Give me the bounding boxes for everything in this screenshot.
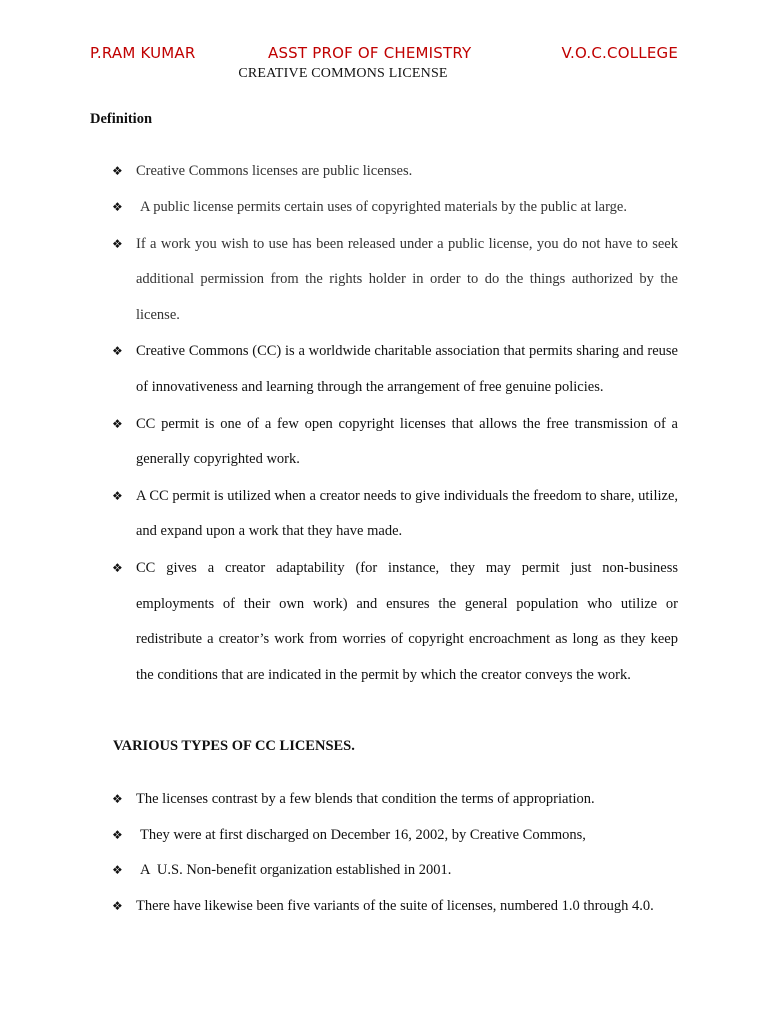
diamond-bullet-icon: ❖ — [112, 200, 123, 215]
diamond-bullet-icon: ❖ — [112, 344, 123, 359]
list-item — [112, 154, 678, 190]
definition-heading: Definition — [90, 111, 153, 127]
list-item-text: A CC permit is utilized when a creator needs to give individuals the freedom to share, utilize, and expand upon a work that they have made. — [136, 487, 678, 540]
diamond-bullet-icon: ❖ — [112, 488, 123, 503]
list-item-text: The licenses contrast by a few blends that condition the terms of appropriation. — [136, 791, 595, 807]
diamond-bullet-icon: ❖ — [112, 560, 123, 575]
diamond-bullet-icon: ❖ — [112, 827, 123, 842]
list-item-text: CC gives a creator adaptability (for instance, they may permit just non-business employments of their own work) and ensures the general population who utilize or redistribute a creator’s work from worries of copyright encroachment as long as they keep the conditions that are indicated in the permit by which the creator conveys the work. — [136, 559, 678, 684]
list-item — [112, 551, 678, 694]
diamond-bullet-icon: ❖ — [112, 792, 123, 806]
list-item-text: A U.S. Non-benefit organization established in 2001. — [140, 862, 452, 878]
diamond-bullet-icon: ❖ — [112, 164, 123, 178]
list-item-text: CC permit is one of a few open copyright licenses that allows the free transmission of a generally copyrighted work. — [136, 415, 678, 468]
list-item-text: If a work you wish to use has been released under a public license, you do not have to seek additional permission from the rights holder in order to do the things authorized by the license. — [136, 235, 678, 324]
document-title: CREATIVE COMMONS LICENSE — [238, 66, 448, 81]
list-item — [112, 227, 678, 334]
list-item — [112, 889, 678, 925]
list-item — [112, 818, 678, 854]
types-heading: VARIOUS TYPES OF CC LICENSES. — [113, 738, 355, 754]
list-item-text: There have likewise been five variants of the suite of licenses, numbered 1.0 through 4.0. — [136, 897, 654, 914]
types-list — [112, 782, 678, 924]
list-item — [112, 407, 678, 479]
list-item-text: They were at first discharged on December 16, 2002, by Creative Commons, — [140, 826, 586, 843]
author-position: ASST PROF OF CHEMISTRY — [268, 44, 472, 62]
college-name: V.O.C.COLLEGE — [561, 44, 678, 62]
diamond-bullet-icon: ❖ — [112, 898, 123, 913]
list-item-text: Creative Commons (CC) is a worldwide charitable association that permits sharing and reuse of innovativeness and learning through the arrangement of free genuine policies. — [136, 343, 678, 396]
diamond-bullet-icon: ❖ — [112, 863, 123, 877]
list-item — [112, 334, 678, 406]
list-item — [112, 853, 678, 889]
definition-list — [112, 154, 678, 694]
list-item — [112, 479, 678, 551]
list-item-text: Creative Commons licenses are public licenses. — [136, 163, 413, 179]
list-item — [112, 190, 678, 226]
page-header — [90, 44, 678, 64]
author-name: P.RAM KUMAR — [90, 44, 196, 62]
list-item — [112, 782, 678, 818]
list-item-text: A public license permits certain uses of copyrighted materials by the public at large. — [140, 199, 627, 216]
diamond-bullet-icon: ❖ — [112, 416, 123, 431]
diamond-bullet-icon: ❖ — [112, 236, 123, 251]
